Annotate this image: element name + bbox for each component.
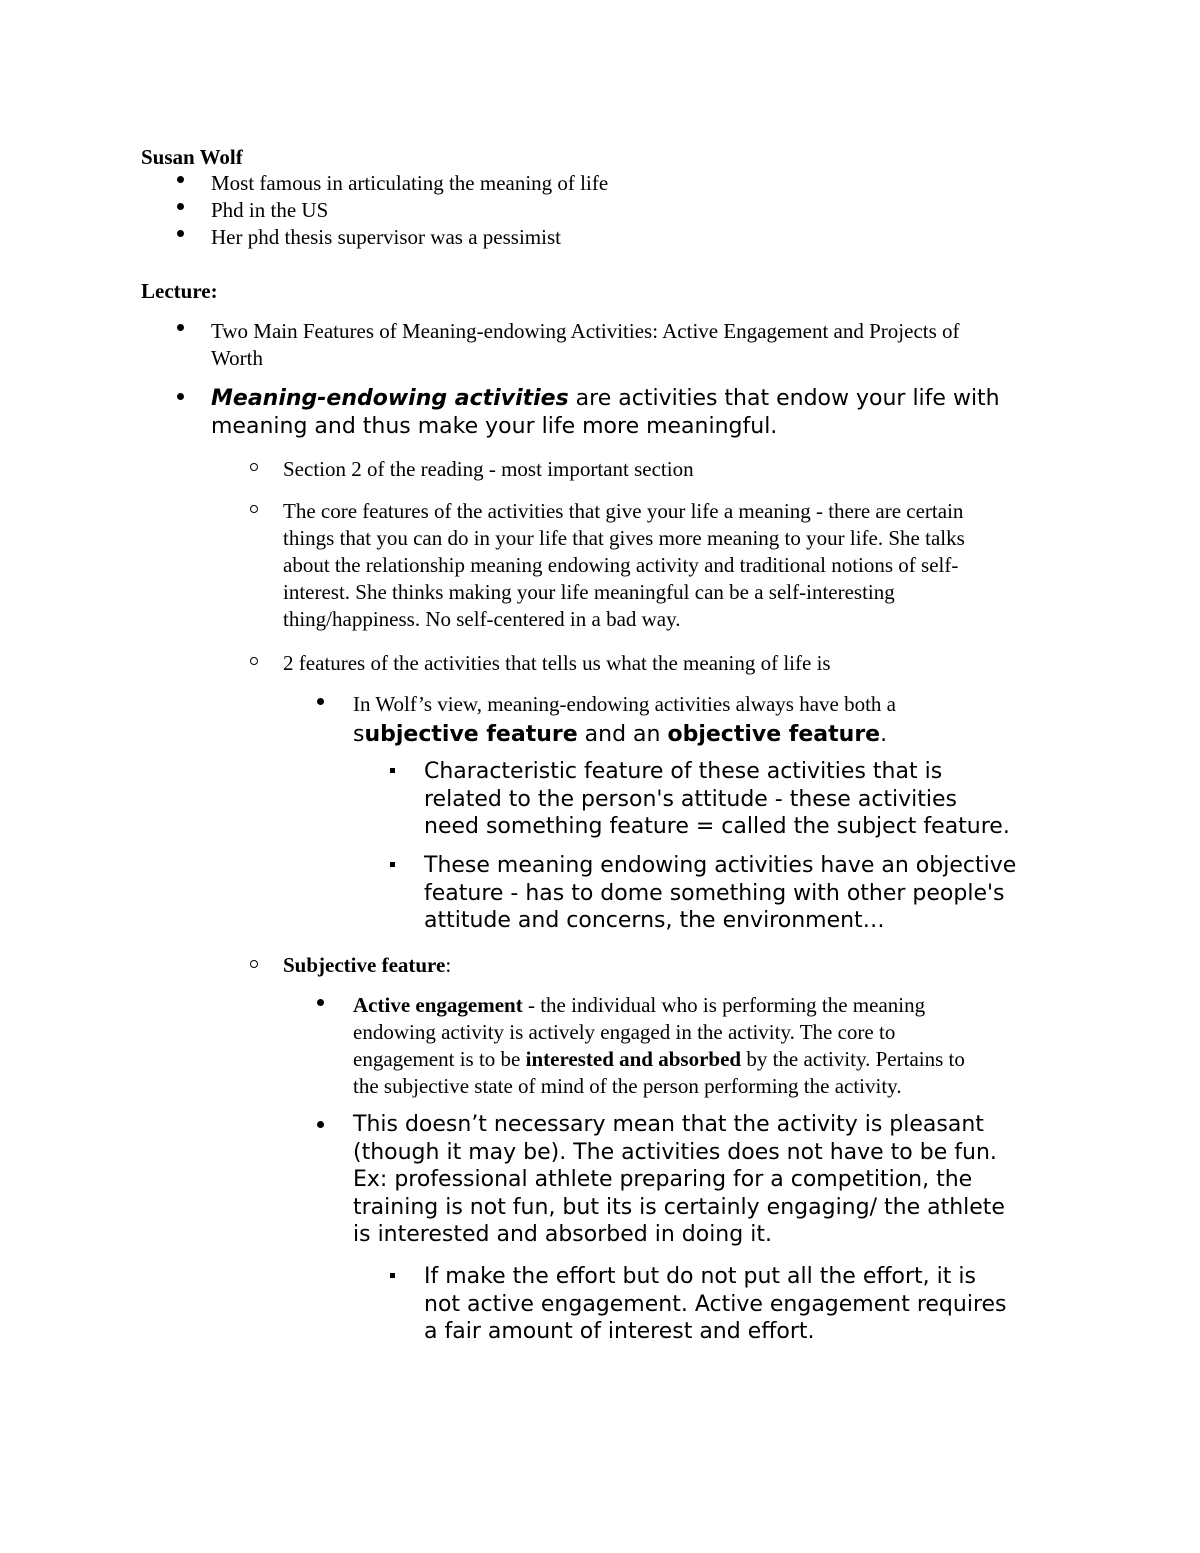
bullet-circle-icon bbox=[250, 505, 258, 513]
text-line: endowing activity is actively engaged in the activity. The core to bbox=[353, 1020, 896, 1044]
bullet-square-icon bbox=[390, 768, 395, 773]
sub-item-core-features bbox=[283, 498, 965, 633]
term-meaning-endowing: Meaning-endowing activities bbox=[211, 386, 569, 411]
text-line: a fair amount of interest and effort. bbox=[424, 1319, 815, 1344]
objective-feature-term: objective feature bbox=[667, 722, 881, 747]
text-line: training is not fun, but its is certainly engaging/ the athlete bbox=[353, 1194, 1005, 1220]
text-line: not active engagement. Active engagement requires bbox=[424, 1291, 1007, 1317]
sub-item-section-2: Section 2 of the reading - most important section bbox=[283, 457, 694, 481]
text-line: These meaning endowing activities have an objective bbox=[424, 853, 1017, 878]
bullet-square-icon bbox=[390, 1273, 395, 1278]
intro-bullet-3: Her phd thesis supervisor was a pessimist bbox=[211, 225, 561, 249]
text-line: In Wolf’s view, meaning-endowing activities always have both a bbox=[353, 692, 896, 716]
bullet-dot-icon bbox=[177, 203, 184, 210]
text-line: If make the effort but do not put all the effort, it is bbox=[424, 1264, 976, 1289]
text-line: things that you can do in your life that gives more meaning to your life. She talks bbox=[283, 526, 965, 550]
characteristic-feature-item bbox=[424, 758, 1010, 841]
text-line: need something feature = called the subject feature. bbox=[424, 814, 1010, 839]
bullet-circle-icon bbox=[250, 960, 258, 968]
text-span: are activities that endow your life with bbox=[568, 386, 1000, 411]
text-span: Subjective feature bbox=[283, 953, 446, 977]
bullet-dot-icon bbox=[317, 698, 324, 705]
bullet-circle-icon bbox=[250, 657, 258, 665]
text-line: Worth bbox=[211, 346, 263, 370]
intro-bullet-2: Phd in the US bbox=[211, 198, 329, 222]
lecture-bullet-meaning-endowing bbox=[211, 385, 1000, 440]
text-line: the subjective state of mind of the person performing the activity. bbox=[353, 1074, 902, 1098]
bullet-dot-icon bbox=[317, 1121, 324, 1128]
heading-lecture: Lecture: bbox=[141, 279, 218, 303]
subjective-feature-heading bbox=[283, 952, 451, 979]
bullet-dot-icon bbox=[177, 176, 184, 183]
text-line: feature - has to dome something with other people's bbox=[424, 880, 1005, 906]
intro-bullet-1: Most famous in articulating the meaning of life bbox=[211, 171, 609, 195]
wolf-view-item bbox=[353, 691, 896, 749]
text-line: Characteristic feature of these activities that is bbox=[424, 759, 943, 784]
text-span: by the activity. Pertains to bbox=[741, 1047, 965, 1071]
bullet-dot-icon bbox=[177, 324, 184, 331]
text-span: s bbox=[353, 722, 365, 747]
text-line bbox=[211, 385, 1000, 413]
objective-feature-item bbox=[424, 852, 1016, 935]
text-span: - the individual who is performing the meaning bbox=[522, 993, 926, 1017]
text-line: Ex: professional athlete preparing for a competition, the bbox=[353, 1167, 973, 1192]
bullet-square-icon bbox=[390, 862, 395, 867]
bullet-dot-icon bbox=[177, 230, 184, 237]
active-engagement-item bbox=[353, 992, 965, 1100]
effort-item bbox=[424, 1263, 1007, 1346]
text-line: thing/happiness. No self-centered in a bad way. bbox=[283, 607, 681, 631]
lecture-bullet-two-features bbox=[211, 318, 960, 372]
text-span: and an bbox=[577, 722, 668, 747]
text-line: about the relationship meaning endowing activity and traditional notions of self- bbox=[283, 553, 959, 577]
text-line bbox=[353, 992, 965, 1019]
text-line: Two Main Features of Meaning-endowing Activities: Active Engagement and Projects of bbox=[211, 319, 960, 343]
text-line: interest. She thinks making your life meaningful can be a self-interesting bbox=[283, 580, 895, 604]
bullet-dot-icon bbox=[317, 999, 324, 1006]
text-line: meaning and thus make your life more meaningful. bbox=[211, 413, 778, 439]
text-line: attitude and concerns, the environment… bbox=[424, 908, 885, 933]
text-line: The core features of the activities that give your life a meaning - there are certain bbox=[283, 499, 964, 523]
text-line: related to the person's attitude - these activities bbox=[424, 786, 958, 812]
text-span: . bbox=[880, 722, 888, 747]
text-line: This doesn’t necessary mean that the activity is pleasant bbox=[353, 1112, 984, 1137]
text-line bbox=[353, 721, 896, 749]
bullet-circle-icon bbox=[250, 463, 258, 471]
heading-susan-wolf: Susan Wolf bbox=[141, 145, 243, 169]
text-span: : bbox=[445, 953, 452, 977]
text-line: is interested and absorbed in doing it. bbox=[353, 1222, 772, 1247]
bullet-dot-icon bbox=[177, 393, 184, 400]
subjective-feature-term: ubjective feature bbox=[364, 722, 578, 747]
not-pleasant-item bbox=[353, 1111, 1005, 1249]
active-engagement-term: Active engagement bbox=[353, 993, 523, 1017]
text-line: (though it may be). The activities does not have to be fun. bbox=[353, 1139, 997, 1165]
text-span: engagement is to be bbox=[353, 1047, 526, 1071]
interested-absorbed-term: interested and absorbed bbox=[525, 1047, 742, 1071]
text-line bbox=[353, 1046, 965, 1073]
sub-item-two-features: 2 features of the activities that tells us what the meaning of life is bbox=[283, 651, 831, 675]
